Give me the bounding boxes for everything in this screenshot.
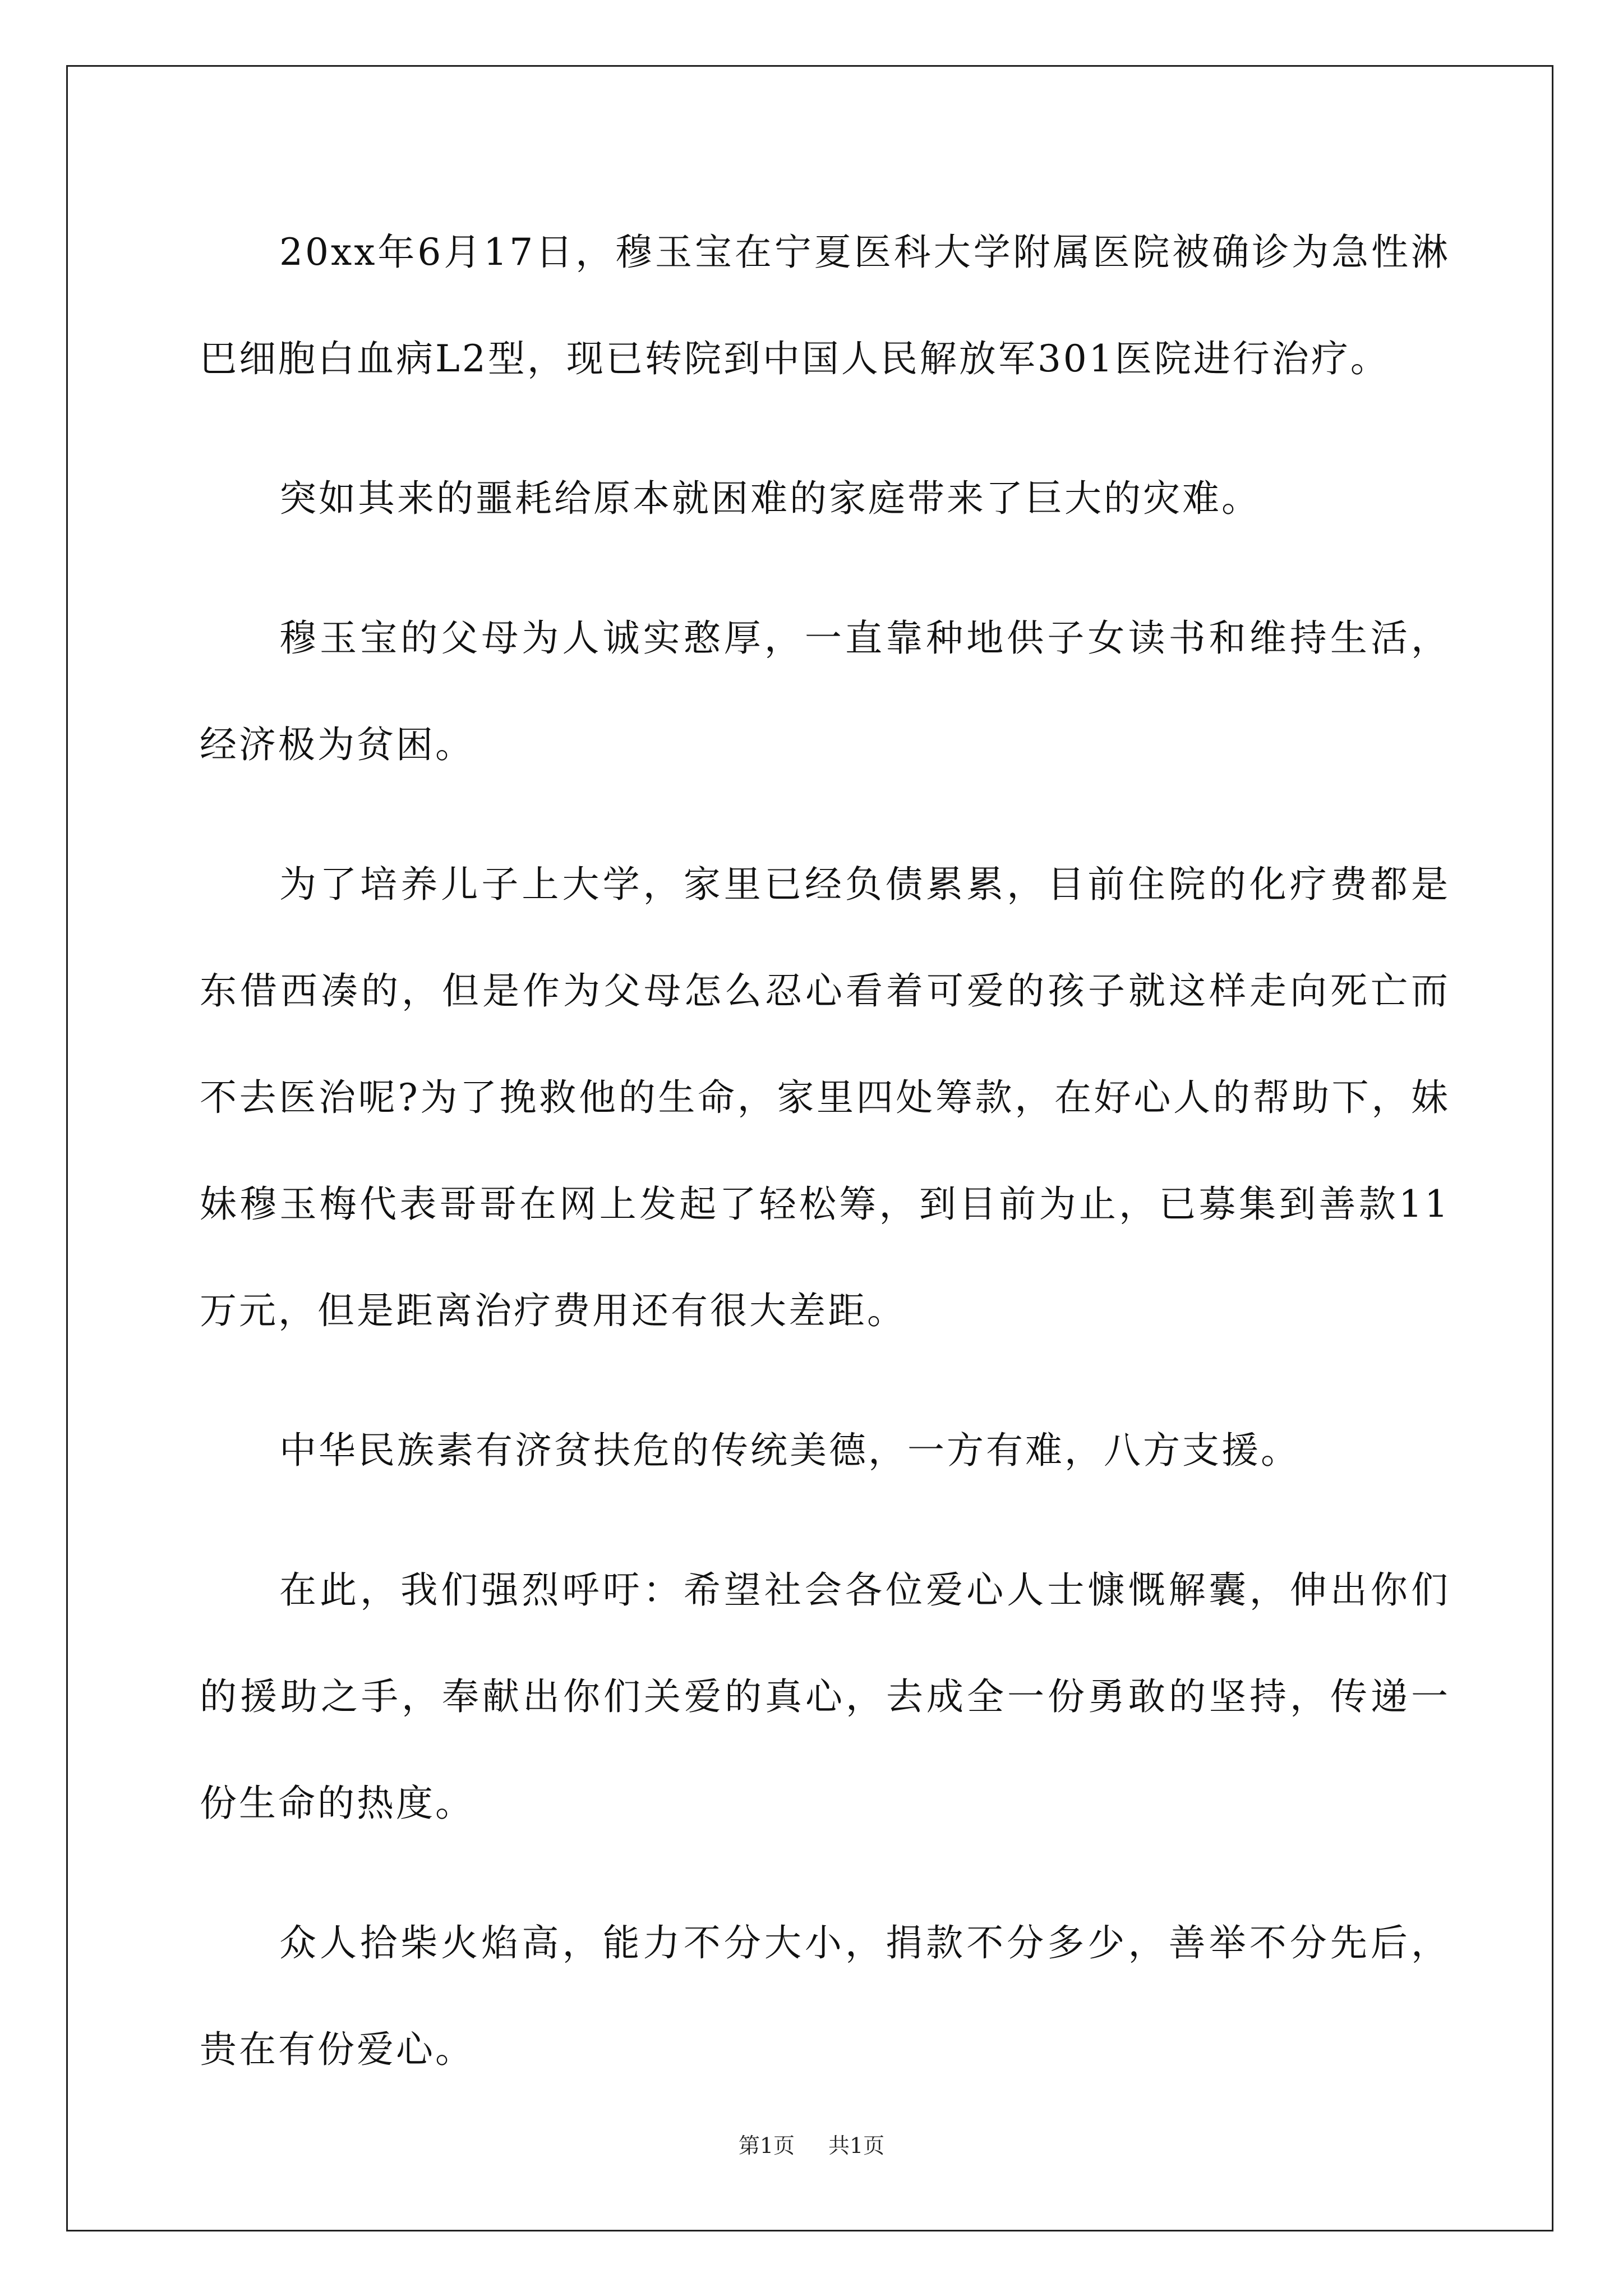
paragraph-3: 穆玉宝的父母为人诚实憨厚，一直靠种地供子女读书和维持生活，经济极为贫困。 bbox=[200, 616, 1450, 766]
paragraph-7: 众人拾柴火焰高，能力不分大小，捐款不分多少，善举不分先后，贵在有份爱心。 bbox=[200, 1921, 1450, 2071]
page-footer bbox=[0, 2132, 1623, 2160]
page-number: 第1页 bbox=[738, 2133, 795, 2158]
paragraph-2: 突如其来的噩耗给原本就困难的家庭带来了巨大的灾难。 bbox=[279, 477, 1261, 520]
document-body bbox=[200, 199, 1450, 2136]
paragraph-5: 中华民族素有济贫扶危的传统美德，一方有难，八方支援。 bbox=[279, 1429, 1300, 1472]
paragraph-1: 20xx年6月17日，穆玉宝在宁夏医科大学附属医院被确诊为急性淋巴细胞白血病L2型，现已转院到中国人民解放军301医院进行治疗。 bbox=[200, 231, 1450, 380]
page-total: 共1页 bbox=[828, 2133, 885, 2158]
paragraph-4: 为了培养儿子上大学，家里已经负债累累，目前住院的化疗费都是东借西凑的，但是作为父母怎么忍心看着可爱的孩子就这样走向死亡而不去医治呢?为了挽救他的生命，家里四处筹款，在好心人的帮助下，妹妹穆玉梅代表哥哥在网上发起了轻松筹，到目前为止，已募集到善款11万元，但是距离治疗费用还有很大差距。 bbox=[200, 863, 1450, 1332]
paragraph-6: 在此，我们强烈呼吁：希望社会各位爱心人士慷慨解囊，伸出你们的援助之手，奉献出你们关爱的真心，去成全一份勇敢的坚持，传递一份生命的热度。 bbox=[200, 1568, 1450, 1825]
